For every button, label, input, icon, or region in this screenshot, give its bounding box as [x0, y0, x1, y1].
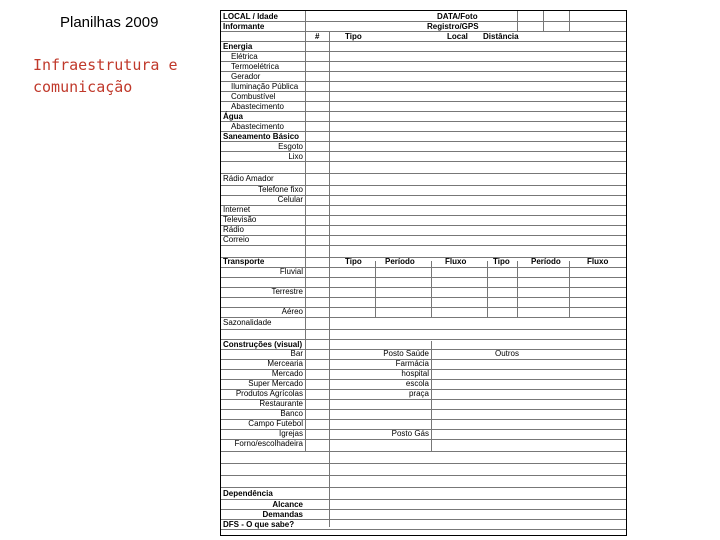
slide-subtitle: Infraestrutura e comunicação	[33, 56, 178, 96]
row-line	[221, 41, 626, 42]
label-posto-gas: Posto Gás	[391, 429, 429, 438]
label-televisao: Televisão	[223, 215, 257, 224]
row-line	[221, 205, 626, 206]
label-hospital: hospital	[401, 369, 429, 378]
label-fluvial: Fluvial	[279, 267, 303, 276]
header-data-foto: DATA/Foto	[437, 12, 478, 21]
row-line	[221, 463, 626, 464]
row-line	[221, 173, 626, 174]
col-divider-tr4	[517, 261, 518, 317]
col-divider-con1	[431, 341, 432, 451]
label-saneamento: Saneamento Básico	[223, 132, 300, 141]
row-line	[221, 61, 626, 62]
label-gerador: Gerador	[231, 72, 261, 81]
transporte-col-periodo: Período	[385, 257, 415, 266]
label-celular: Celular	[277, 195, 303, 204]
label-farmacia: Farmácia	[395, 359, 429, 368]
header-col-tipo: Tipo	[345, 32, 362, 41]
row-line	[221, 51, 626, 52]
label-mercado: Mercado	[271, 369, 303, 378]
header-registro-gps: Registro/GPS	[427, 22, 479, 31]
slide-title: Planilhas 2009	[60, 14, 159, 31]
label-lixo: Lixo	[288, 152, 303, 161]
label-posto-saude: Posto Saúde	[383, 349, 429, 358]
label-esgoto: Esgoto	[278, 142, 303, 151]
label-agua: Água	[223, 112, 243, 121]
label-campo-futebol: Campo Futebol	[248, 419, 303, 428]
label-transporte: Transporte	[223, 257, 265, 266]
label-iluminacao: Iluminação Pública	[231, 82, 299, 91]
row-line	[221, 277, 626, 278]
label-abastecimento-agua: Abastecimento	[231, 122, 284, 131]
transporte-col-fluxo2: Fluxo	[587, 257, 609, 266]
label-restaurante: Restaurante	[259, 399, 303, 408]
label-internet: Internet	[223, 205, 251, 214]
row-line	[221, 475, 626, 476]
header-local-idade: LOCAL / Idade	[223, 12, 278, 21]
label-aereo: Aéreo	[281, 307, 303, 316]
label-termoeletrica: Termoelétrica	[231, 62, 280, 71]
label-mercearia: Mercearia	[267, 359, 303, 368]
header-col-hash: #	[315, 32, 320, 41]
label-produtos-agricolas: Produtos Agrícolas	[235, 389, 303, 398]
header-informante: Informante	[223, 22, 265, 31]
col-divider-tr3	[487, 261, 488, 317]
label-alcance: Alcance	[272, 500, 303, 509]
row-line	[221, 21, 626, 22]
col-divider-tr1	[375, 261, 376, 317]
row-line	[221, 225, 626, 226]
row-line	[221, 257, 626, 258]
label-escola: escola	[405, 379, 429, 388]
label-construcoes: Construções (visual)	[223, 340, 303, 349]
label-terrestre: Terrestre	[271, 287, 303, 296]
row-line	[221, 71, 626, 72]
col-divider-tr5	[569, 261, 570, 317]
label-eletrica: Elétrica	[231, 52, 258, 61]
row-line	[221, 451, 626, 452]
label-dependencia: Dependência	[223, 489, 273, 498]
label-radio-amador: Rádio Amador	[223, 174, 274, 183]
row-line	[221, 317, 626, 318]
row-line	[221, 215, 626, 216]
transporte-col-periodo2: Período	[531, 257, 561, 266]
row-line	[221, 297, 626, 298]
label-banco: Banco	[280, 409, 303, 418]
label-super-mercado: Super Mercado	[248, 379, 303, 388]
label-igrejas: Igrejas	[278, 429, 303, 438]
label-energia: Energia	[223, 42, 253, 51]
label-bar: Bar	[290, 349, 303, 358]
label-forno: Forno/escolhadeira	[234, 439, 303, 448]
label-abastecimento-energia: Abastecimento	[231, 102, 284, 111]
label-telefone-fixo: Telefone fixo	[258, 185, 303, 194]
label-outros: Outros	[495, 349, 520, 358]
survey-form	[220, 10, 627, 536]
row-line	[221, 31, 626, 32]
col-divider-hash	[329, 31, 330, 527]
col-divider-tr2	[431, 261, 432, 317]
label-sazonalidade: Sazonalidade	[223, 318, 272, 327]
row-line	[221, 245, 626, 246]
header-col-local: Local	[447, 32, 468, 41]
col-divider-lower	[305, 261, 306, 451]
label-correio: Correio	[223, 235, 250, 244]
header-col-distancia: Distância	[483, 32, 519, 41]
label-combustivel: Combustível	[231, 92, 276, 101]
row-line	[221, 329, 626, 330]
label-radio: Rádio	[223, 225, 244, 234]
label-dfs: DFS - O que sabe?	[223, 520, 295, 529]
label-praca: praça	[408, 389, 429, 398]
row-line	[221, 487, 626, 488]
row-line	[221, 235, 626, 236]
transporte-col-tipo: Tipo	[345, 257, 362, 266]
label-demandas: Demandas	[262, 510, 303, 519]
transporte-col-tipo2: Tipo	[493, 257, 510, 266]
col-divider-label	[305, 31, 306, 261]
transporte-col-fluxo: Fluxo	[445, 257, 467, 266]
